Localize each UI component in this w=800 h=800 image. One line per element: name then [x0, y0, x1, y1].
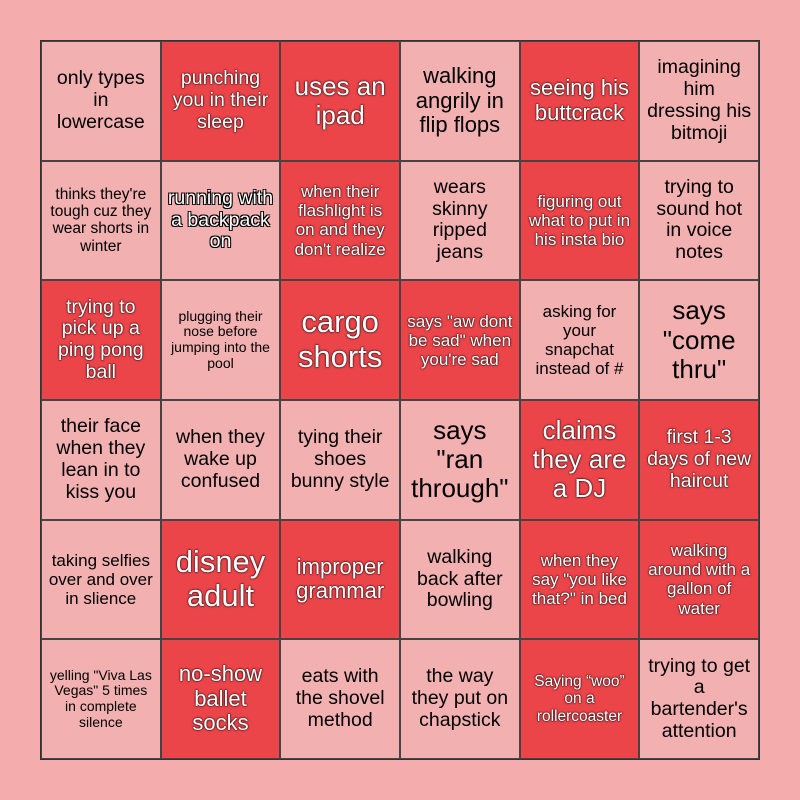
cell-text: first 1-3 days of new haircut: [647, 426, 752, 492]
bingo-cell[interactable]: [639, 161, 759, 281]
bingo-cell[interactable]: [280, 41, 400, 161]
cell-text: says "ran through": [411, 415, 509, 504]
cell-text: when their flashlight is on and they don't realize: [294, 182, 386, 259]
bingo-cell[interactable]: [639, 41, 759, 161]
cell-text: cargo shorts: [297, 304, 383, 375]
cell-text: when they wake up confused: [176, 426, 265, 492]
bingo-cell[interactable]: [400, 520, 520, 640]
bingo-board: [40, 40, 760, 760]
bingo-cell[interactable]: [280, 280, 400, 400]
cell-text: the way they put on chapstick: [411, 665, 509, 732]
cell-text: trying to pick up a ping pong ball: [57, 295, 144, 383]
cell-text: disney adult: [175, 543, 266, 614]
cell-text: plugging their nose before jumping into the pool: [171, 307, 270, 371]
cell-text: trying to get a bartender's attention: [648, 654, 751, 742]
cell-text: figuring out what to put in his insta bio: [528, 191, 631, 249]
bingo-cell[interactable]: [520, 400, 640, 520]
cell-text: asking for your snapchat instead of #: [535, 302, 624, 379]
cell-text: tying their shoes bunny style: [290, 426, 390, 492]
bingo-cell[interactable]: [400, 161, 520, 281]
bingo-cell[interactable]: [161, 41, 281, 161]
bingo-cell[interactable]: [520, 520, 640, 640]
cell-text: no-show ballet socks: [178, 661, 263, 736]
bingo-cell[interactable]: [639, 639, 759, 759]
cell-text: thinks they're tough cuz they wear shorts in winter: [50, 185, 152, 255]
cell-text: wears skinny ripped jeans: [432, 175, 488, 264]
bingo-cell[interactable]: [41, 400, 161, 520]
cell-text: says "aw dont be sad" when you're sad: [407, 311, 513, 369]
bingo-cell[interactable]: [161, 161, 281, 281]
bingo-cell[interactable]: [41, 161, 161, 281]
cell-text: running with a backpack on: [167, 186, 274, 253]
cell-text: walking angrily in flip flops: [415, 62, 504, 138]
cell-text: their face when they lean in to kiss you: [56, 415, 146, 503]
cell-text: imagining him dressing his bitmoji: [647, 56, 752, 144]
bingo-cell[interactable]: [280, 161, 400, 281]
bingo-cell[interactable]: [161, 400, 281, 520]
bingo-cell[interactable]: [520, 41, 640, 161]
cell-text: only types in lowercase: [56, 67, 145, 133]
bingo-cell[interactable]: [41, 520, 161, 640]
cell-text: says "come thru": [662, 295, 736, 384]
bingo-cell[interactable]: [161, 520, 281, 640]
bingo-cell[interactable]: [639, 400, 759, 520]
cell-text: Saying “woo” on a rollercoaster: [534, 673, 625, 725]
bingo-cell[interactable]: [161, 639, 281, 759]
bingo-cell[interactable]: [280, 520, 400, 640]
cell-text: when they say "you like that?" in bed: [532, 550, 627, 608]
bingo-cell[interactable]: [639, 280, 759, 400]
bingo-cell[interactable]: [520, 639, 640, 759]
bingo-cell[interactable]: [41, 639, 161, 759]
cell-text: seeing his buttcrack: [529, 75, 630, 125]
bingo-cell[interactable]: [161, 280, 281, 400]
bingo-cell[interactable]: [280, 400, 400, 520]
cell-text: yelling "Viva Las Vegas" 5 times in complete silence: [49, 666, 152, 730]
bingo-cell[interactable]: [280, 639, 400, 759]
cell-text: claims they are a DJ: [532, 415, 627, 504]
bingo-cell[interactable]: [41, 41, 161, 161]
bingo-cell[interactable]: [520, 280, 640, 400]
bingo-cell[interactable]: [520, 161, 640, 281]
bingo-cell[interactable]: [400, 41, 520, 161]
cell-text: eats with the shovel method: [295, 665, 385, 732]
cell-text: improper grammar: [296, 553, 385, 604]
bingo-cell[interactable]: [41, 280, 161, 400]
cell-text: walking back after bowling: [417, 545, 503, 612]
cell-text: taking selfies over and over in slience: [48, 550, 153, 608]
cell-text: uses an ipad: [294, 70, 386, 130]
bingo-cell[interactable]: [400, 400, 520, 520]
bingo-cell[interactable]: [400, 639, 520, 759]
bingo-cell[interactable]: [639, 520, 759, 640]
cell-text: walking around with a gallon of water: [648, 541, 751, 618]
bingo-cell[interactable]: [400, 280, 520, 400]
cell-text: punching you in their sleep: [172, 67, 269, 133]
cell-text: trying to sound hot in voice notes: [656, 175, 742, 264]
